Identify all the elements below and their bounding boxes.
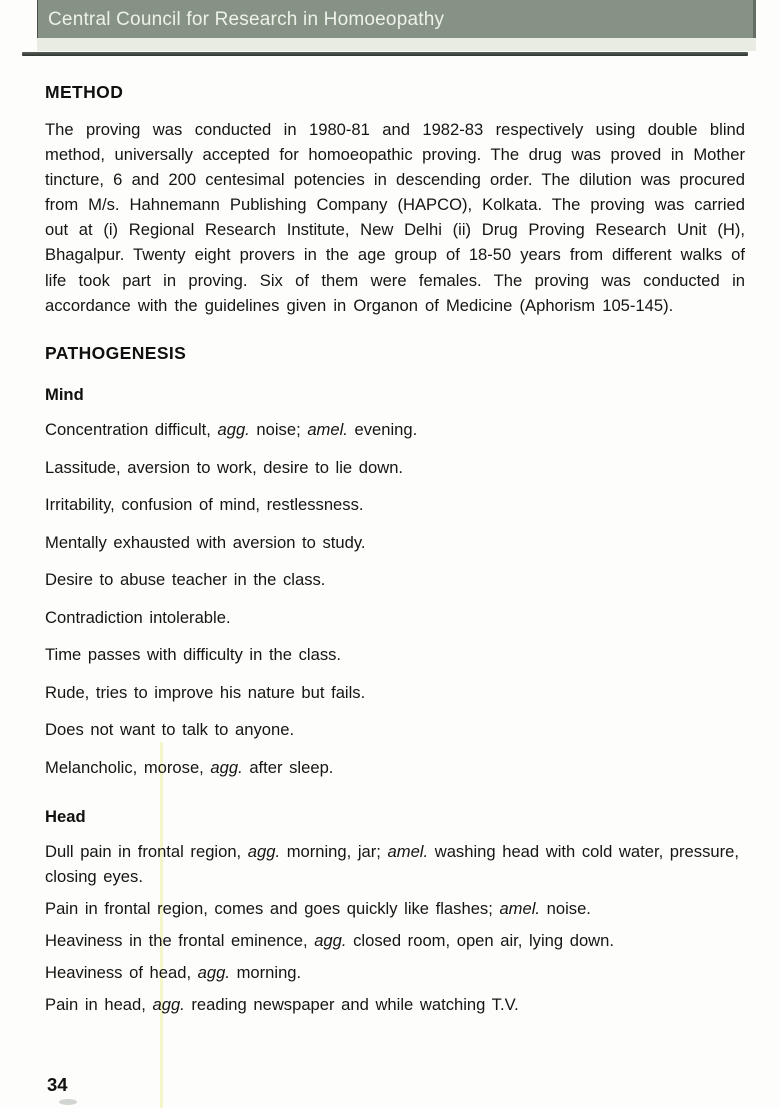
- symptom-item: Concentration difficult, agg. noise; amel. evening.: [45, 420, 418, 440]
- scan-smudge-artifact: [59, 1099, 77, 1105]
- symptom-item: Pain in head, agg. reading newspaper and while watching T.V.: [45, 994, 519, 1014]
- symptom-item: Melancholic, morose, agg. after sleep.: [45, 757, 334, 777]
- header-light-strip: [37, 38, 756, 51]
- header-rule-line: [22, 52, 748, 56]
- page-content: [45, 82, 745, 1017]
- symptom-item: Pain in frontal region, comes and goes quickly like flashes; amel. noise.: [45, 898, 591, 918]
- mind-symptom-list: [45, 417, 745, 780]
- symptom-item: Irritability, confusion of mind, restlessness.: [45, 495, 364, 515]
- page-header-title: Central Council for Research in Homoeopathy: [48, 9, 445, 30]
- symptom-item: Time passes with difficulty in the class.: [45, 645, 342, 665]
- method-paragraph: The proving was conducted in 1980-81 and 1982-83 respectively using double blind method, universally accepted for homoeopathic proving. The drug was proved in Mother tincture, 6 and 200 centesimal potencies in descending order. The dilution was procured from M/s. Hahnemann Publishing Company (HAPCO), Kolkata. The proving was carried out at (i) Regional Research Institute, New Delhi (ii) Drug Proving Research Unit (H), Bhagalpur. Twenty eight provers in the age group of 18-50 years from different walks of life took part in proving. Six of them were females. The proving was conducted in accordance with the guidelines given in Organon of Medicine (Aphorism 105-145).: [45, 120, 745, 315]
- symptom-item: Dull pain in frontal region, agg. morning, jar; amel. washing head with cold water, pressure, closing eyes.: [45, 841, 739, 886]
- method-heading: METHOD: [45, 82, 124, 102]
- page-number: 34: [47, 1074, 68, 1095]
- header-banner: [37, 0, 756, 38]
- symptom-item: Rude, tries to improve his nature but fails.: [45, 682, 366, 702]
- symptom-item: Desire to abuse teacher in the class.: [45, 570, 326, 590]
- head-subheading: Head: [45, 806, 86, 826]
- mind-subheading: Mind: [45, 384, 84, 404]
- pathogenesis-heading: PATHOGENESIS: [45, 342, 187, 363]
- symptom-item: Lassitude, aversion to work, desire to lie down.: [45, 457, 404, 477]
- symptom-item: Contradiction intolerable.: [45, 607, 231, 627]
- head-symptom-list: [45, 839, 745, 1017]
- symptom-item: Heaviness in the frontal eminence, agg. closed room, open air, lying down.: [45, 930, 615, 950]
- symptom-item: Mentally exhausted with aversion to study.: [45, 532, 366, 552]
- symptom-item: Does not want to talk to anyone.: [45, 720, 295, 740]
- symptom-item: Heaviness of head, agg. morning.: [45, 962, 302, 982]
